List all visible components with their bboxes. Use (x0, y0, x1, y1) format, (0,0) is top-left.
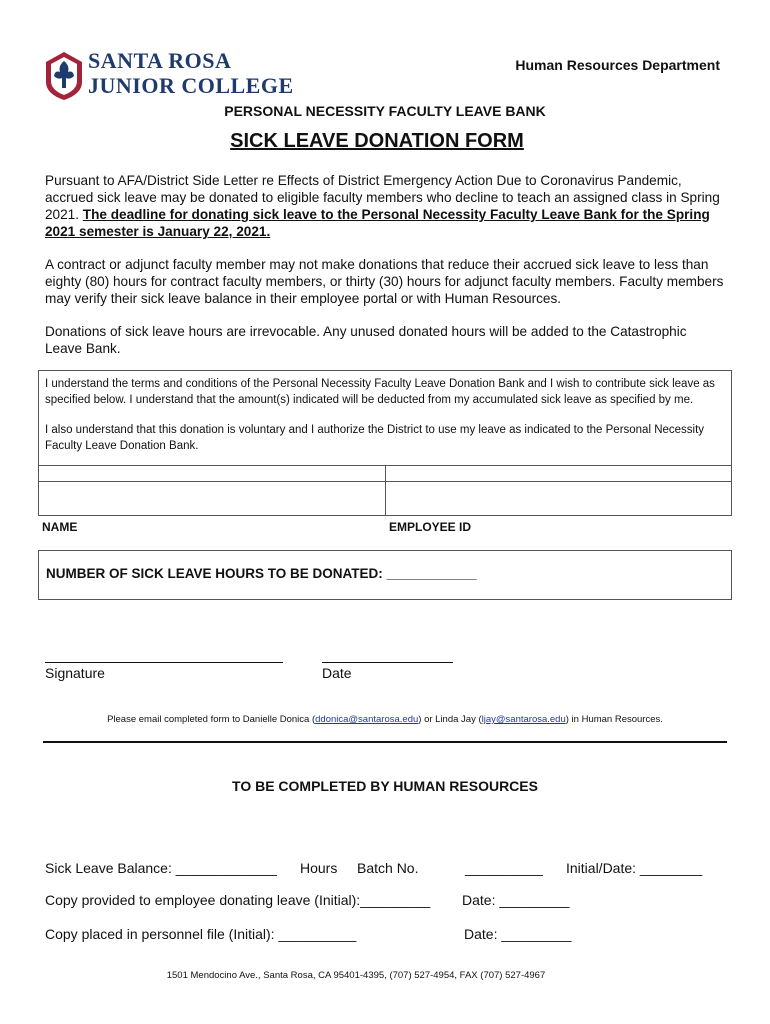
name-input[interactable] (39, 482, 384, 515)
employee-id-label: EMPLOYEE ID (389, 520, 472, 534)
donated-hours-field[interactable] (38, 550, 732, 600)
college-logo (44, 48, 294, 102)
restriction-paragraph: A contract or adjunct faculty member may not make donations that reduce their accrued sick leave to less than eighty (80) hours for contract faculty members, or thirty (30) hours for adjunct faculty members. Faculty members may verify their sick leave balance in their employee portal or with Human Resources. (45, 257, 724, 306)
email-note-suffix: ) in Human Resources. (565, 714, 663, 725)
intro-paragraph (45, 172, 725, 240)
donated-hours-label: NUMBER OF SICK LEAVE HOURS TO BE DONATED: ____________ (46, 566, 477, 581)
copy-placed-field[interactable]: Copy placed in personnel file (Initial): __________ (45, 926, 357, 942)
copy-provided-field[interactable]: Copy provided to employee donating leave (Initial):_________ (45, 892, 431, 908)
initial-date-field[interactable]: Initial/Date: ________ (566, 860, 703, 876)
acknowledgement-text-2: I also understand that this donation is voluntary and I authorize the District to use my leave as indicated to the Personal Necessity Faculty Leave Donation Bank. (45, 424, 705, 452)
email-note-middle: ) or Linda Jay ( (418, 714, 482, 725)
email-link-ddonica[interactable]: ddonica@santarosa.edu (315, 714, 419, 725)
batch-no-label: Batch No. (357, 860, 419, 876)
irrevocable-paragraph: Donations of sick leave hours are irrevocable. Any unused donated hours will be added to the Catastrophic Leave Bank. (45, 324, 687, 356)
name-id-fields (38, 466, 732, 516)
logo-line-2: JUNIOR COLLEGE (88, 73, 294, 98)
copy-provided-date-field[interactable]: Date: _________ (462, 892, 570, 908)
name-label: NAME (42, 520, 78, 534)
sick-leave-balance-field[interactable]: Sick Leave Balance: _____________ (45, 860, 277, 876)
shield-emblem-icon (44, 50, 84, 102)
email-instructions (0, 714, 770, 725)
intro-text: Pursuant to AFA/District Side Letter re Effects of District Emergency Action Due to Coronavirus Pandemic, accrued sick leave may be donated to eligible faculty members who decline to teach an assigned class in Spring 2021. (45, 173, 720, 222)
deadline-text: The deadline for donating sick leave to the Personal Necessity Faculty Leave Bank for the Spring 2021 semester is January 22, 2021. (45, 207, 710, 239)
signature-line[interactable] (45, 662, 283, 663)
hr-section-title: TO BE COMPLETED BY HUMAN RESOURCES (232, 778, 538, 794)
footer-address: 1501 Mendocino Ave., Santa Rosa, CA 95401-4395, (707) 527-4954, FAX (707) 527-4967 (166, 970, 546, 981)
email-link-ljay[interactable]: ljay@santarosa.edu (481, 714, 566, 725)
email-note-prefix: Please email completed form to Danielle Donica ( (107, 714, 316, 725)
date-label: Date (322, 665, 352, 681)
section-divider (43, 741, 727, 743)
copy-placed-date-field[interactable]: Date: _________ (464, 926, 572, 942)
acknowledgement-text-1: I understand the terms and conditions of the Personal Necessity Faculty Leave Donation Bank and I wish to contribute sick leave as specified below. I understand that the amount(s) indicated will be deducted from my accumulated sick leave as specified by me. (45, 378, 715, 406)
logo-wordmark (88, 50, 294, 97)
hours-label: Hours (300, 860, 338, 876)
form-title: SICK LEAVE DONATION FORM (230, 130, 524, 152)
batch-no-field[interactable]: __________ (465, 860, 543, 876)
acknowledgement-box (38, 370, 732, 466)
logo-line-1: SANTA ROSA (88, 48, 232, 73)
employee-id-input[interactable] (386, 482, 731, 515)
department-name: Human Resources Department (515, 57, 720, 73)
date-line[interactable] (322, 662, 453, 663)
signature-label: Signature (45, 665, 105, 681)
form-subtitle: PERSONAL NECESSITY FACULTY LEAVE BANK (224, 103, 546, 119)
